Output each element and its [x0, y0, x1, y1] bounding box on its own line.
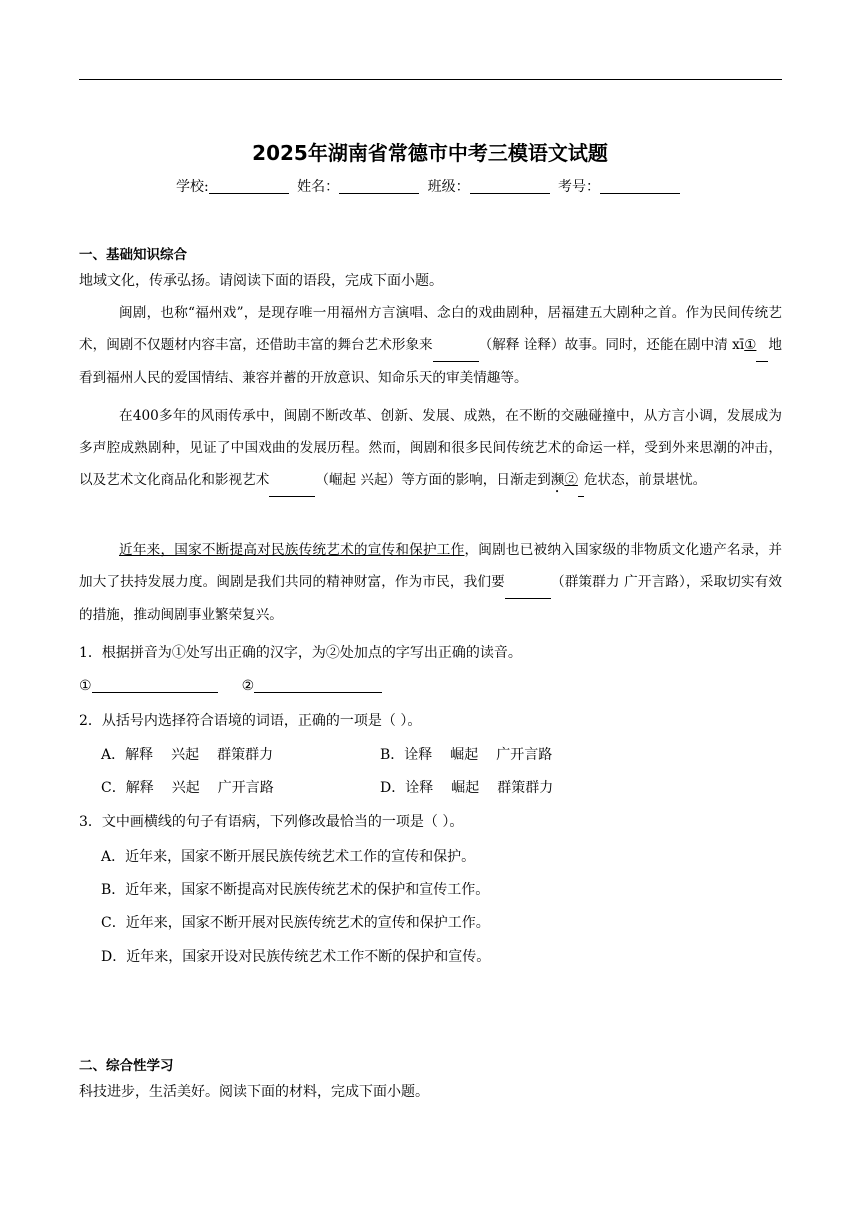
p2-text-a: 在400多年的风雨传承中，闽剧不断改革、创新、发展、成熟，在不断的交融碰撞中，从方言小调，发展成为多声腔成熟剧种，见证了中国戏曲的发展历程。然而，闽剧和很多民间传统艺术的命运一样，受到外来思潮的冲击，以及艺术文化商品化和影视艺术: [79, 408, 782, 488]
p2-text-d: 危状态，前景堪忧。: [583, 472, 707, 488]
p1-text-a: 闽剧，也称“福州戏”，是现存唯一用福州方言演唱、念白的戏曲剧种，居福建五大剧种之首。作为民间传统艺术，闽剧不仅题材内容丰富，还借助丰富的舞台艺术形象来: [79, 305, 782, 353]
p1-text-b: （解释 诠释）故事。同时，还能在剧中清 xī: [478, 337, 745, 353]
q3-option-b[interactable]: B．近年来，国家不断提高对民族传统艺术的保护和宣传工作。: [101, 882, 490, 898]
section1-intro: 地域文化，传承弘扬。请阅读下面的语段，完成下面小题。: [79, 273, 443, 289]
blank-word-1: [433, 329, 479, 362]
school-label: 学校:: [175, 179, 209, 195]
answer-2-blank[interactable]: [254, 676, 382, 693]
exam-no-label: 考号：: [558, 179, 601, 195]
blank-marker-1: ①: [744, 337, 757, 353]
answer-1-label: ①: [79, 678, 92, 694]
underlined-sentence: 近年来，国家不断提高对民族传统艺术的宣传和保护工作: [119, 542, 465, 558]
section2-intro: 科技进步，生活美好。阅读下面的材料，完成下面小题。: [79, 1084, 429, 1100]
exam-no-blank[interactable]: [600, 179, 680, 194]
school-blank[interactable]: [209, 179, 289, 194]
p3-text-a: ，闽剧也已被纳入国家级的非物质文化遗产名录，并加大了扶持发展力度。闽剧是我们共同的精神财富，作为市民，我们要: [79, 542, 783, 590]
name-label: 姓名：: [297, 179, 340, 195]
p3-text-b: （群策群力 广开言路），采取切实有效的措施，推动闽剧事业繁荣复兴。: [79, 574, 782, 623]
answer-2-label: ②: [241, 678, 255, 694]
question-2: 2．从括号内选择符合语境的词语，正确的一项是（ ）。: [79, 713, 422, 729]
dotted-char: 濒: [550, 472, 565, 488]
section2-heading: 二、综合性学习: [79, 1058, 174, 1074]
q2-option-c[interactable]: C．解释 兴起 广开言路: [101, 780, 274, 796]
student-info-line: [0, 176, 860, 196]
question-1-answers: [79, 676, 382, 694]
blank-word-2: [269, 464, 315, 497]
passage-paragraph-2: [79, 400, 782, 497]
q2-option-b[interactable]: B．诠释 崛起 广开言路: [380, 747, 553, 763]
blank-word-3: [505, 566, 551, 599]
p2-text-b: （崛起 兴起）等方面的影响，日渐走到: [315, 472, 551, 488]
p1-text-d: 地看到福州人民的爱国情结、兼容并蓄的开放意识、知命乐天的审美情趣等。: [79, 337, 783, 386]
passage-paragraph-3: [79, 534, 782, 631]
question-3: 3．文中画横线的句子有语病，下列修改最恰当的一项是（ ）。: [79, 814, 464, 830]
blank-marker-2: ②: [564, 472, 578, 488]
header-rule: [79, 79, 782, 80]
name-blank[interactable]: [339, 179, 419, 194]
q2-option-d[interactable]: D．诠释 崛起 群策群力: [380, 780, 554, 796]
passage-paragraph-1: [79, 297, 782, 394]
class-blank[interactable]: [470, 179, 550, 194]
section1-heading: 一、基础知识综合: [79, 247, 187, 263]
answer-1-blank[interactable]: [92, 676, 218, 693]
class-label: 班级：: [427, 179, 470, 195]
q3-option-a[interactable]: A．近年来，国家不断开展民族传统艺术工作的宣传和保护。: [101, 849, 476, 865]
q2-option-a[interactable]: A．解释 兴起 群策群力: [101, 747, 274, 763]
q3-option-d[interactable]: D．近年来，国家开设对民族传统艺术工作不断的保护和宣传。: [101, 949, 491, 965]
question-1: 1．根据拼音为①处写出正确的汉字，为②处加点的字写出正确的读音。: [79, 645, 522, 661]
page-title: 2025年湖南省常德市中考三模语文试题: [252, 141, 608, 165]
q3-option-c[interactable]: C．近年来，国家不断开展对民族传统艺术的宣传和保护工作。: [101, 915, 490, 931]
